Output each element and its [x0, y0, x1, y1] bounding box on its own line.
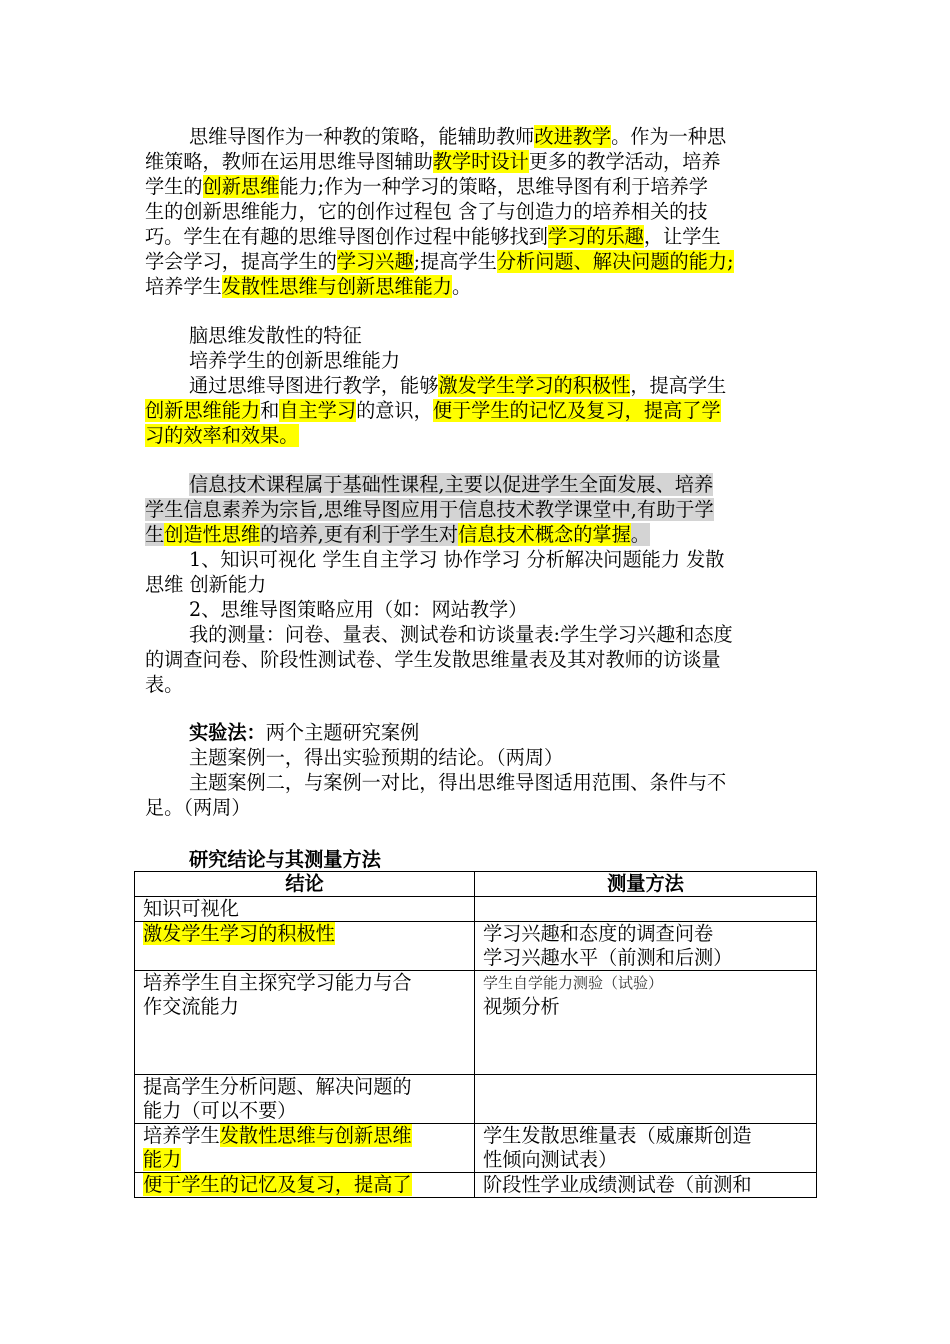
- text-line: 思维 创新能力: [145, 573, 267, 596]
- cell-line: 学习兴趣和态度的调查问卷: [483, 922, 714, 945]
- text-line: 主题案例一，得出实验预期的结论。（两周）: [189, 746, 564, 769]
- highlighted-text: 发散性思维与创新思维: [219, 1124, 412, 1147]
- text-span: 培养学生: [145, 275, 222, 298]
- highlighted-text: 发散性思维与创新思维能力: [221, 275, 452, 298]
- highlighted-text: 学习兴趣: [336, 250, 414, 273]
- text-line: [145, 149, 813, 174]
- text-span: ;提高学生: [413, 250, 497, 273]
- cell-line: 学习兴趣水平（前测和后测）: [483, 946, 733, 969]
- text-line: 表。: [145, 673, 184, 696]
- table-row: [135, 1173, 817, 1198]
- highlighted-text: 创新思维能力: [145, 399, 261, 422]
- text-line: [145, 224, 813, 249]
- text-line: 脑思维发散性的特征: [189, 324, 362, 347]
- cell-line: [143, 1124, 466, 1148]
- table-cell: 阶段性学业成绩测试卷（前测和: [475, 1173, 817, 1198]
- paragraph-divergent-thinking: [145, 323, 813, 448]
- text-span: 两个主题研究案例: [265, 721, 420, 744]
- highlighted-text: 学习的乐趣: [547, 225, 644, 248]
- header-conclusion: 结论: [135, 872, 475, 897]
- highlighted-text: 自主学习: [279, 399, 357, 422]
- text-line: [145, 249, 813, 274]
- table-row: [135, 922, 817, 971]
- text-line: 足。（两周）: [145, 796, 251, 819]
- cell-line: 性倾向测试表）: [483, 1148, 618, 1171]
- shaded-text: 的培养,更有利于学生对: [260, 523, 459, 546]
- table-cell: 知识可视化: [135, 897, 475, 922]
- bold-label: 实验法：: [189, 721, 266, 744]
- highlighted-text: 分析问题、解决问题的能力;: [496, 250, 734, 273]
- text-line: [145, 124, 813, 149]
- text-line: 我的测量：问卷、量表、测试卷和访谈量表:学生学习兴趣和态度: [189, 623, 733, 646]
- cell-line: 学生发散思维量表（威廉斯创造: [483, 1124, 752, 1147]
- highlighted-text: 教学时设计: [432, 150, 529, 173]
- paragraph-it-course: [145, 472, 813, 697]
- paragraph-mind-map-strategy: [145, 124, 813, 299]
- shaded-text: 学生信息素养为宗旨,思维导图应用于信息技术教学课堂中,有助于学: [145, 498, 714, 521]
- text-span: 培养学生: [143, 1124, 220, 1147]
- table-row: [135, 1075, 817, 1124]
- text-span: 。作为一种思: [611, 125, 727, 148]
- text-span: 的意识，: [356, 399, 433, 422]
- text-span: 。: [452, 275, 472, 298]
- paragraph-experiment-method: [145, 720, 813, 820]
- table-cell: [135, 1124, 475, 1173]
- text-line: 主题案例二，与案例一对比，得出思维导图适用范围、条件与不: [189, 771, 727, 794]
- text-line: [145, 497, 813, 522]
- table-row: [135, 971, 817, 1075]
- table-row: [135, 1124, 817, 1173]
- text-span: 思维导图作为一种教的策略，能辅助教师: [189, 125, 535, 148]
- cell-line: 提高学生分析问题、解决问题的: [143, 1075, 412, 1098]
- shaded-text: 信息技术课程属于基础性课程,主要以促进学生全面发展、培养: [189, 473, 714, 496]
- header-method: 测量方法: [475, 872, 817, 897]
- table-cell: [475, 1124, 817, 1173]
- shaded-text: 生: [145, 523, 165, 546]
- table-title: 研究结论与其测量方法: [189, 848, 381, 871]
- table-cell: [135, 1075, 475, 1124]
- highlighted-text: 信息技术概念的掌握: [458, 523, 631, 546]
- text-line: [145, 398, 813, 423]
- table-cell: [135, 1173, 475, 1198]
- highlighted-text: 改进教学: [534, 125, 612, 148]
- highlighted-text: 便于学生的记忆及复习，提高了学: [432, 399, 721, 422]
- cell-line: 学生自学能力测验（试验）: [483, 974, 664, 992]
- table-cell: [135, 922, 475, 971]
- table-cell: [475, 897, 817, 922]
- highlighted-text: 创造性思维: [164, 523, 261, 546]
- cell-line: 培养学生自主探究学习能力与合: [143, 971, 412, 994]
- text-span: 巧。学生在有趣的思维导图创作过程中能够找到: [145, 225, 548, 248]
- table-cell: [135, 971, 475, 1075]
- table-cell: [475, 922, 817, 971]
- text-line: [145, 174, 813, 199]
- conclusions-table: [134, 871, 817, 1198]
- text-span: 学会学习，提高学生的: [145, 250, 337, 273]
- cell-line: 作交流能力: [143, 995, 239, 1018]
- text-line: [145, 274, 813, 299]
- text-line: 生的创新思维能力，它的创作过程包 含了与创造力的培养相关的技: [145, 200, 708, 223]
- highlighted-text: 能力: [143, 1148, 182, 1171]
- highlighted-text: 激发学生学习的积极性: [143, 922, 335, 945]
- text-span: 学生的: [145, 175, 203, 198]
- cell-line: 能力（可以不要）: [143, 1099, 297, 1122]
- text-line: [145, 423, 813, 448]
- text-span: ，提高学生: [630, 374, 727, 397]
- text-span: 维策略，教师在运用思维导图辅助: [145, 150, 433, 173]
- table-row: [135, 897, 817, 922]
- table-cell: [475, 971, 817, 1075]
- text-span: 通过思维导图进行教学，能够: [189, 374, 439, 397]
- text-span: 和: [260, 399, 280, 422]
- text-span: ，让学生: [643, 225, 721, 248]
- shaded-text: 。: [630, 523, 650, 546]
- table-header-row: [135, 872, 817, 897]
- highlighted-text: 习的效率和效果。: [145, 424, 299, 447]
- text-line: 培养学生的创新思维能力: [189, 349, 401, 372]
- text-line: 的调查问卷、阶段性测试卷、学生发散思维量表及其对教师的访谈量: [145, 648, 721, 671]
- text-line: [145, 472, 813, 497]
- text-line: 2、思维导图策略应用（如：网站教学）: [189, 598, 528, 621]
- text-line: [145, 522, 813, 547]
- highlighted-text: 激发学生学习的积极性: [438, 374, 631, 397]
- text-line: [145, 373, 813, 398]
- text-span: 更多的教学活动，培养: [528, 150, 721, 173]
- table-cell: [475, 1075, 817, 1124]
- text-span: 能力;作为一种学习的策略，思维导图有利于培养学: [279, 175, 708, 198]
- text-line: [145, 720, 813, 745]
- cell-line: [143, 1148, 466, 1172]
- text-line: 1、知识可视化 学生自主学习 协作学习 分析解决问题能力 发散: [189, 548, 725, 571]
- highlighted-text: 便于学生的记忆及复习，提高了: [143, 1173, 412, 1196]
- highlighted-text: 创新思维: [202, 175, 280, 198]
- cell-line: 视频分析: [483, 995, 560, 1018]
